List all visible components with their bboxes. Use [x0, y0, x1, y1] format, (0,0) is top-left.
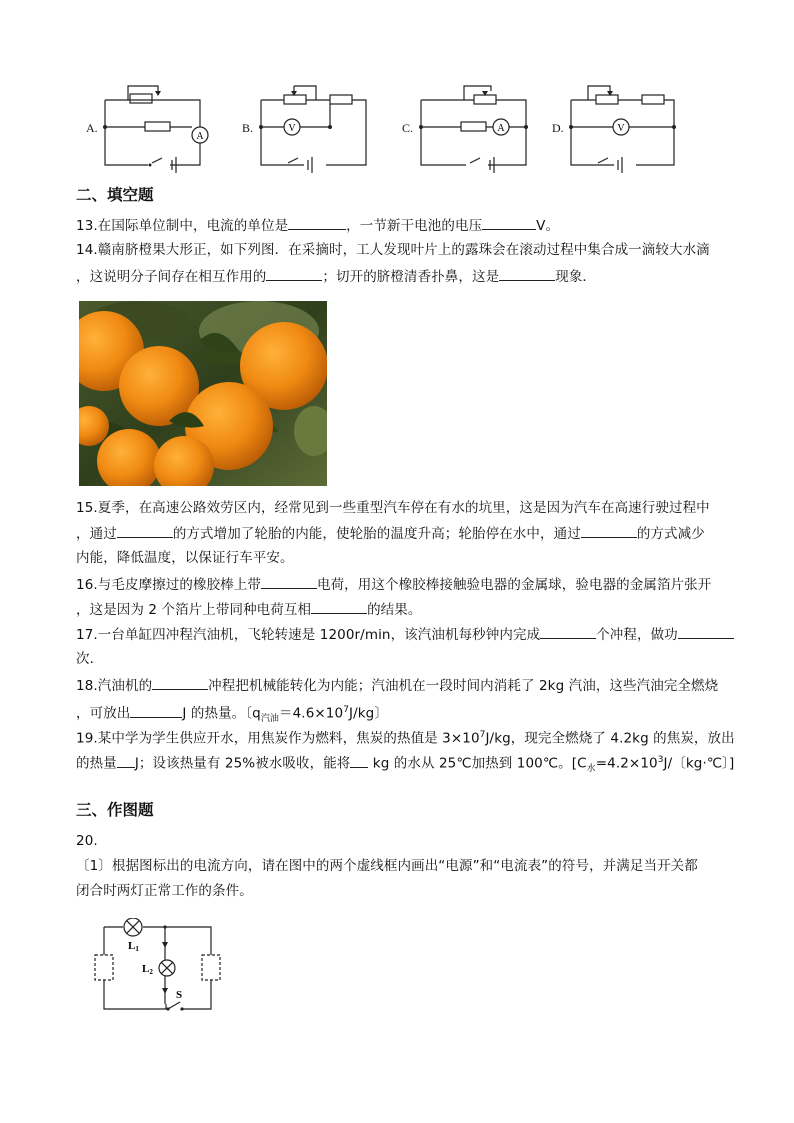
svg-text:L2: L2 [142, 963, 153, 976]
question-17-line-1: 17.一台单缸四冲程汽油机，飞轮转速是 1200r/min，该汽油机每秒钟内完成 个冲程，做功 [76, 624, 726, 645]
dashed-box-right[interactable] [202, 955, 220, 980]
lamp-1-label: L [128, 940, 136, 952]
question-18-line-1: 18.汽油机的 冲程把机械能转化为内能；汽油机在一段时间内消耗了 2kg 汽油，这些汽油完全燃烧 [76, 675, 726, 696]
section-draw-heading: 三、作图题 [76, 801, 154, 819]
svg-text:L1: L1 [128, 940, 139, 953]
option-circuits [0, 0, 794, 180]
answer-blank[interactable] [499, 266, 555, 281]
navel-orange-photo [79, 301, 327, 486]
question-19-line-1: 19.某中学为学生供应开水，用焦炭作为燃料，焦炭的热值是 $3\times 10^7J/kg$，现完全燃烧了 4.2kg 的焦炭，放出 [76, 730, 735, 747]
option-b-label: B. [242, 121, 254, 135]
question-14-line-1: 14.赣南脐橙果大形正，如下列图．在采摘时，工人发现叶片上的露珠会在滚动过程中集合成一滴较大水滴 [76, 242, 710, 258]
question-14-line-2: ，这说明分子间存在相互作用的 ；切开的脐橙清香扑鼻，这是 现象． [76, 266, 726, 287]
question-15-line-3: 内能，降低温度，以保证行车平安。 [76, 550, 294, 566]
answer-blank[interactable] [266, 266, 322, 281]
option-a-label: A. [86, 121, 98, 135]
switch-label: S [176, 989, 183, 1001]
question-16-line-1: 16.与毛皮摩擦过的橡胶棒上带 电荷，用这个橡胶棒接触验电器的金属球，验电器的金属箔片张开 [76, 574, 726, 595]
question-20-circuit [90, 918, 240, 1018]
voltmeter-symbol: V [617, 123, 625, 134]
option-a-circuit [100, 80, 220, 175]
answer-blank[interactable] [117, 753, 135, 768]
current-arrow-icon [162, 988, 168, 994]
voltmeter-symbol: V [288, 123, 296, 134]
question-16-line-2: ，这是因为 2 个箔片上带同种电荷互相 的结果。 [76, 599, 726, 620]
dashed-box-left[interactable] [95, 955, 113, 980]
question-17-line-2: 次． [76, 651, 104, 667]
question-20-line-1: 〔1〕根据图标出的电流方向，请在图中的两个虚线框内画出“电源”和“电流表”的符号，并满足当开关都 [76, 858, 698, 874]
option-c-circuit [416, 80, 531, 175]
ammeter-symbol: A [196, 131, 204, 142]
current-arrow-icon [162, 942, 168, 948]
answer-blank[interactable] [261, 574, 317, 589]
option-b-circuit [256, 80, 371, 175]
question-15-line-2: ，通过 的方式增加了轮胎的内能，使轮胎的温度升高；轮胎停在水中，通过 的方式减少 [76, 523, 726, 544]
answer-blank[interactable] [130, 703, 182, 718]
answer-blank[interactable] [581, 523, 637, 538]
answer-blank[interactable] [311, 599, 367, 614]
answer-blank[interactable] [288, 215, 346, 230]
answer-blank[interactable] [540, 624, 596, 639]
option-d-circuit [566, 80, 681, 175]
section-fill-heading: 二、填空题 [76, 186, 154, 204]
lamp-2-label: L [142, 963, 150, 975]
answer-blank[interactable] [678, 624, 734, 639]
answer-blank[interactable] [482, 215, 536, 230]
answer-blank[interactable] [152, 675, 208, 690]
answer-blank[interactable] [350, 753, 368, 768]
question-15-line-1: 15.夏季，在高速公路效劳区内，经常见到一些重型汽车停在有水的坑里，这是因为汽车在高速行驶过程中 [76, 500, 710, 516]
option-d-label: D. [552, 121, 564, 135]
answer-blank[interactable] [117, 523, 173, 538]
question-20-line-2: 闭合时两灯正常工作的条件。 [76, 883, 253, 899]
question-19-line-2: 的热量 J；设该热量有 25%被水吸收，能将 kg 的水从 25℃加热到 100℃。[$C_水=4.2\times 10^3J/$〔kg·℃〕] [76, 750, 726, 779]
option-c-label: C. [402, 121, 414, 135]
ammeter-symbol: A [497, 123, 505, 134]
question-18-line-2: ，可放出 J 的热量。〔$q_{汽油}=4.6\times 10^7J/kg$〕 [76, 700, 726, 729]
question-13: 13.在国际单位制中，电流的单位是 ，一节新干电池的电压 V。 [76, 215, 726, 236]
question-20-number: 20. [76, 833, 98, 849]
